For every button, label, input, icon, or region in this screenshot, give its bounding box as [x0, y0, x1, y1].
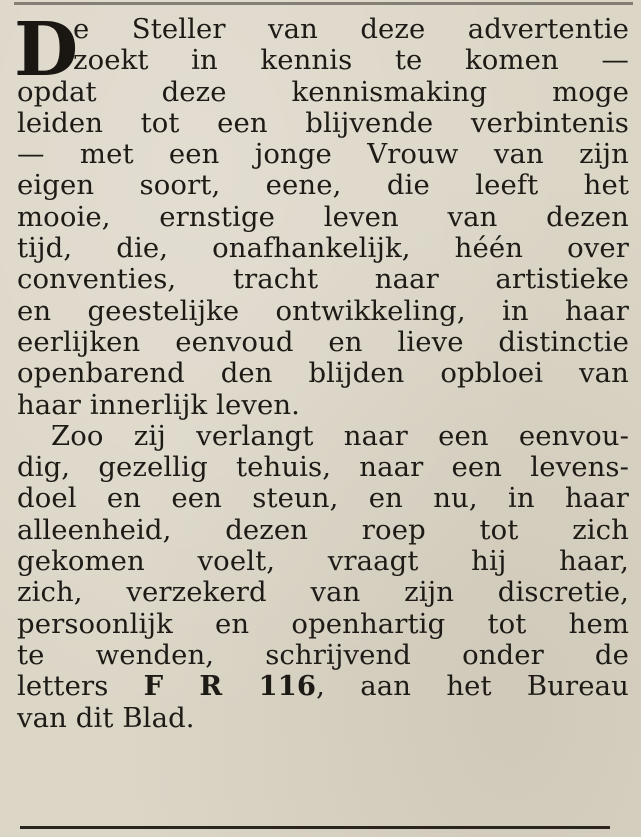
text-line: e Steller van deze advertentie [73, 14, 629, 45]
text-line: zich, verzekerd van zijn discretie, [17, 577, 629, 609]
text-line: zoekt in kennis te komen — [73, 45, 629, 77]
text-line-letters [17, 671, 629, 702]
text-line: persoonlijk en openhartig tot hem [17, 608, 629, 640]
text-line: — met een jonge Vrouw van zijn [17, 139, 629, 171]
text-line: Zoo zij verlangt naar een eenvou- [51, 420, 629, 452]
bottom-rule [20, 826, 610, 829]
text-line: van dit Blad. [17, 702, 195, 734]
text-line: gekomen voelt, vraagt hij haar, [17, 546, 629, 578]
letters-suffix: , aan het Bureau [316, 671, 629, 703]
letters-prefix: letters [17, 671, 144, 703]
text-line: conventies, tracht naar artistieke [17, 264, 629, 296]
top-rule [14, 2, 633, 5]
drop-cap: D [14, 7, 79, 93]
text-line: tijd, die, onafhankelijk, héén over [17, 233, 629, 265]
text-line: opdat deze kennismaking moge [17, 76, 629, 108]
text-line: te wenden, schrijvend onder de [17, 639, 629, 671]
text-line: haar innerlijk leven. [17, 389, 300, 421]
text-line: en geestelijke ontwikkeling, in haar [17, 295, 629, 327]
text-line: mooie, ernstige leven van dezen [17, 201, 629, 233]
text-line: eigen soort, eene, die leeft het [17, 170, 629, 202]
text-line: leiden tot een blijvende verbintenis [17, 107, 629, 139]
reply-code: F R 116 [143, 671, 317, 703]
text-line: doel en een steun, en nu, in haar [17, 483, 629, 515]
text-line: dig, gezellig tehuis, naar een levens- [17, 452, 629, 484]
text-line: alleenheid, dezen roep tot zich [17, 514, 629, 546]
text-line: eerlijken eenvoud en lieve distinctie [17, 326, 629, 358]
text-line: openbarend den blijden opbloei van [17, 358, 629, 390]
advertisement-text [17, 14, 629, 734]
